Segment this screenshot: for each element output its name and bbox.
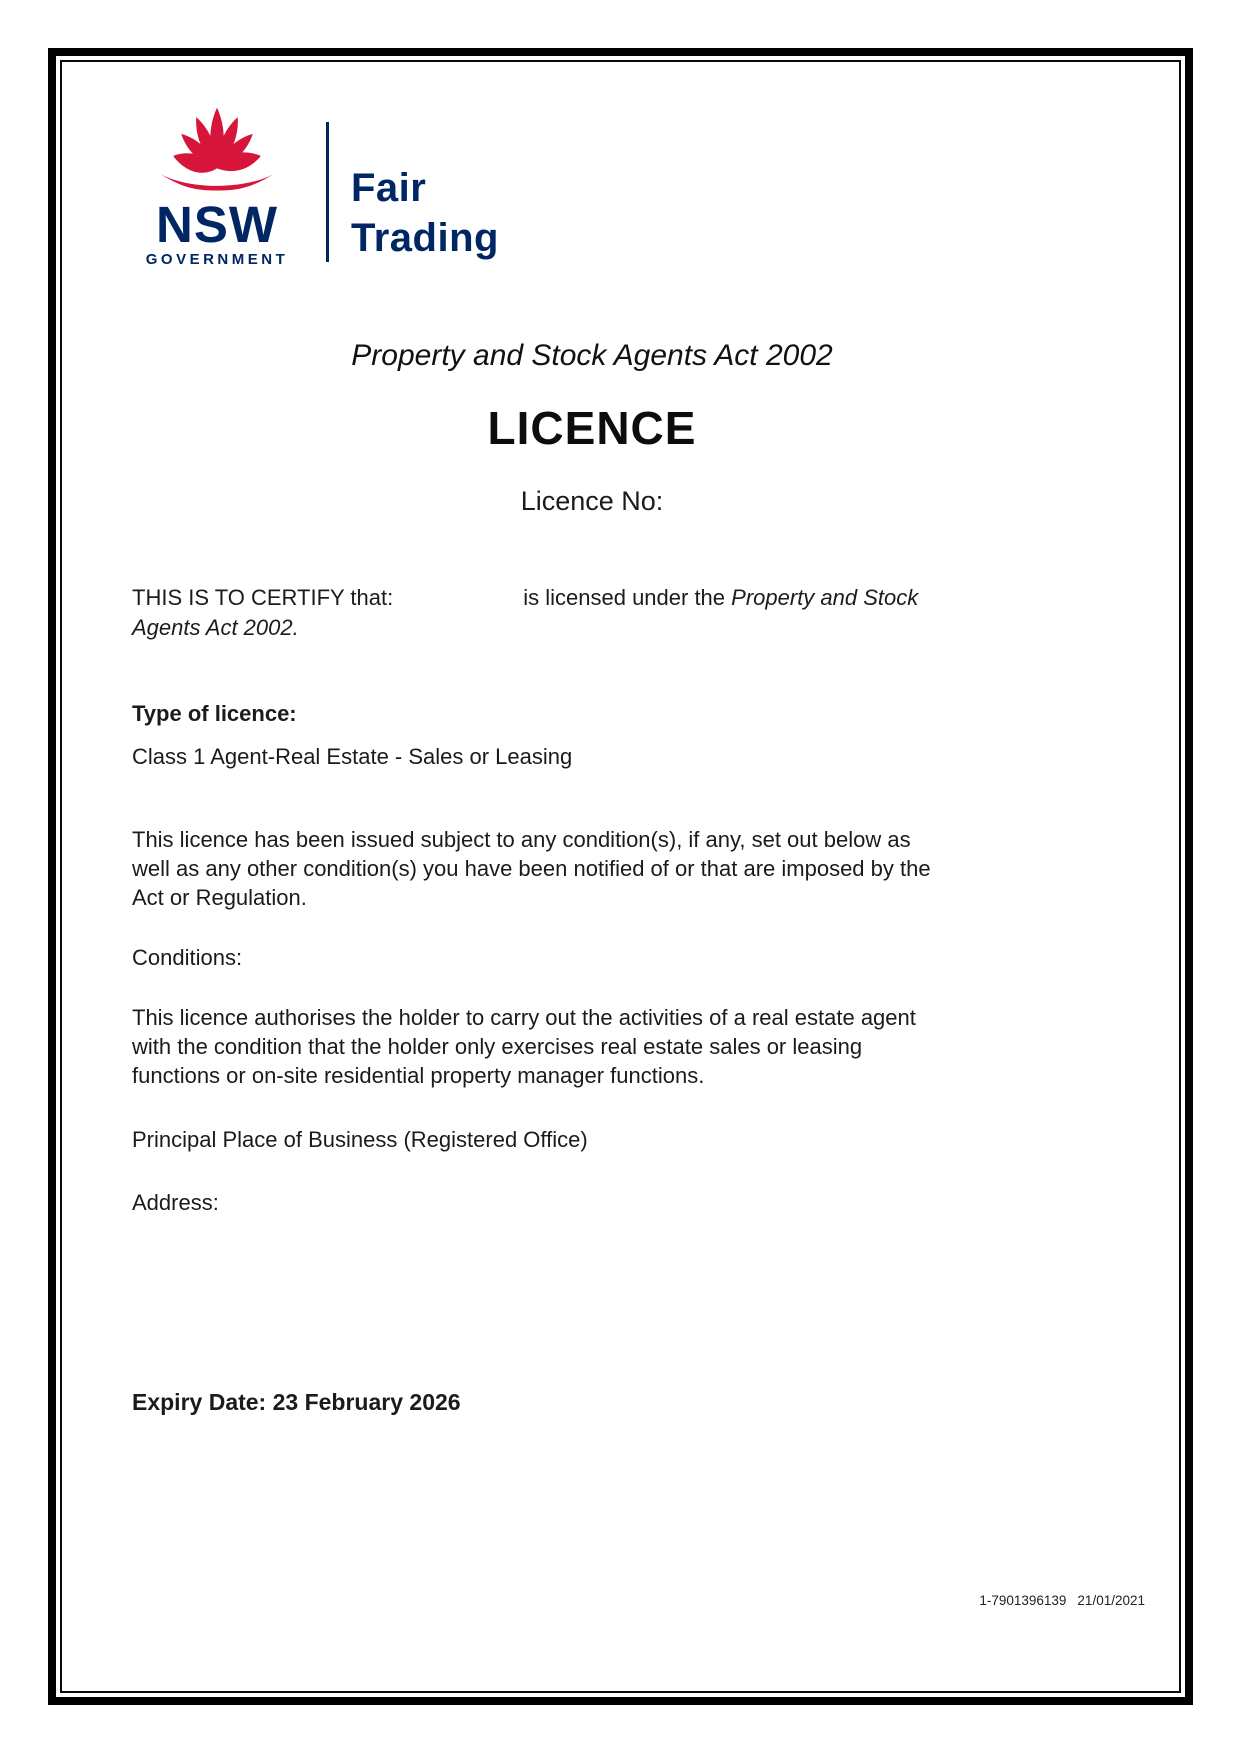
logo-fair-line: Fair xyxy=(351,166,427,210)
reference-number: 1-7901396139 xyxy=(979,1593,1067,1608)
certify-prefix: THIS IS TO CERTIFY that: xyxy=(132,585,394,610)
type-of-licence-label: Type of licence: xyxy=(132,701,297,726)
address-label: Address: xyxy=(132,1190,219,1215)
expiry-date-label: Expiry Date: xyxy=(132,1389,267,1415)
nsw-fair-trading-logo xyxy=(132,95,1109,269)
nsw-government-logo xyxy=(132,95,302,269)
logo-divider xyxy=(326,122,329,262)
conditions-intro-line: well as any other condition(s) you have been notified of or that are imposed by the xyxy=(132,856,931,881)
principal-place-heading: Principal Place of Business (Registered Office) xyxy=(132,1127,588,1152)
act-title: Property and Stock Agents Act 2002 xyxy=(351,339,833,372)
document-border-inner xyxy=(60,60,1181,1693)
act-name-italic-line1: Property and Stock xyxy=(731,585,919,610)
conditions-intro-line: Act or Regulation. xyxy=(132,885,307,910)
document-border-outer xyxy=(48,48,1193,1705)
expiry-date-line xyxy=(132,1387,1109,1417)
type-of-licence-value: Class 1 Agent-Real Estate - Sales or Leasing xyxy=(132,744,573,769)
condition-text-line: This licence authorises the holder to carry out the activities of a real estate agent xyxy=(132,1005,916,1030)
document-content xyxy=(62,95,1179,1417)
condition-text-line: with the condition that the holder only exercises real estate sales or leasing xyxy=(132,1034,863,1059)
certify-statement xyxy=(132,583,1052,643)
certify-middle: is licensed under the xyxy=(523,585,726,610)
condition-text-line: functions or on-site residential property manager functions. xyxy=(132,1063,705,1088)
conditions-intro-paragraph xyxy=(132,825,1052,912)
nsw-waratah-icon xyxy=(141,95,293,199)
act-name-italic-line2: Agents Act 2002. xyxy=(132,615,299,640)
logo-fair-trading-text xyxy=(351,163,499,263)
logo-nsw-text: NSW xyxy=(156,196,278,253)
conditions-intro-line: This licence has been issued subject to any condition(s), if any, set out below as xyxy=(132,827,911,852)
condition-text-paragraph xyxy=(132,1003,1052,1090)
expiry-date-value: 23 February 2026 xyxy=(272,1389,461,1415)
logo-trading-line: Trading xyxy=(351,216,499,260)
issue-date: 21/01/2021 xyxy=(1077,1593,1145,1608)
logo-government-text: GOVERNMENT xyxy=(145,251,289,268)
conditions-label: Conditions: xyxy=(132,945,243,970)
document-reference-footer xyxy=(979,1593,1145,1609)
licence-number-label: Licence No: xyxy=(520,486,664,516)
licence-heading: LICENCE xyxy=(487,402,697,454)
